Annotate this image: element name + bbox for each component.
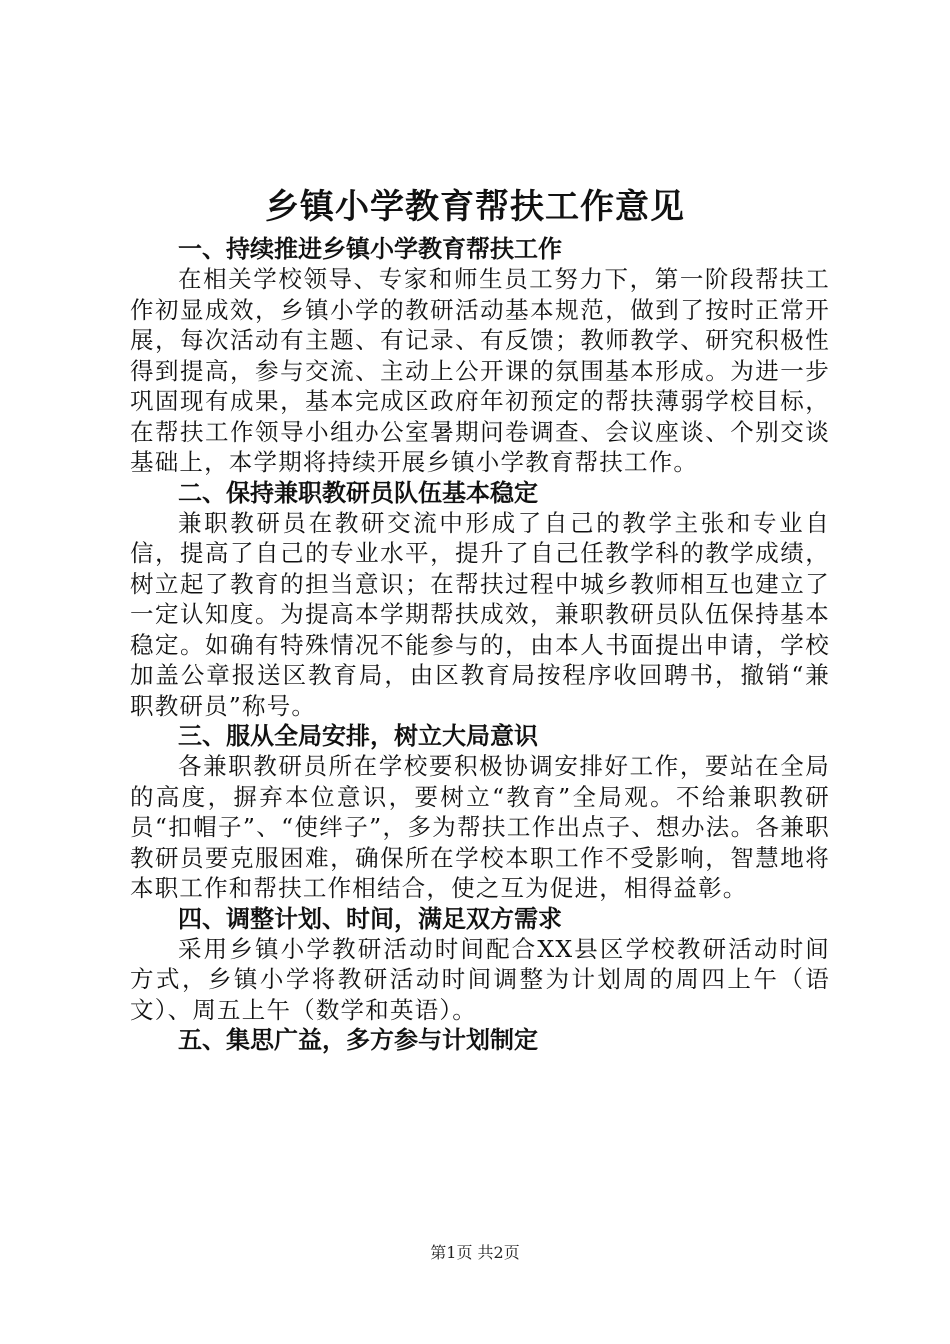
section-4 xyxy=(130,904,830,1026)
section-paragraph: 在相关学校领导、专家和师生员工努力下，第一阶段帮扶工作初显成效，乡镇小学的教研活动基本规范，做到了按时正常开展，每次活动有主题、有记录、有反馈；教师教学、研究积极性得到提高，参与交流、主动上公开课的氛围基本形成。为进一步巩固现有成果，基本完成区政府年初预定的帮扶薄弱学校目标，在帮扶工作领导小组办公室暑期问卷调查、会议座谈、个别交谈基础上，本学期将持续开展乡镇小学教育帮扶工作。 xyxy=(130,265,830,476)
section-paragraph: 兼职教研员在教研交流中形成了自己的教学主张和专业自信，提高了自己的专业水平，提升了自己任教学科的教学成绩，树立起了教育的担当意识；在帮扶过程中城乡教师相互也建立了一定认知度。为提高本学期帮扶成效，兼职教研员队伍保持基本稳定。如确有特殊情况不能参与的，由本人书面提出申请，学校加盖公章报送区教育局，由区教育局按程序收回聘书，撤销“兼职教研员”称号。 xyxy=(130,508,830,720)
section-heading: 二、保持兼职教研员队伍基本稳定 xyxy=(178,478,538,507)
section-1 xyxy=(130,234,830,478)
document-title: 乡镇小学教育帮扶工作意见 xyxy=(265,187,685,227)
section-3 xyxy=(130,721,830,904)
document-body xyxy=(130,234,830,1055)
section-heading: 三、服从全局安排，树立大局意识 xyxy=(178,722,538,750)
section-2 xyxy=(130,478,830,722)
section-heading: 四、调整计划、时间，满足双方需求 xyxy=(178,904,562,933)
section-heading: 五、集思广益，多方参与计划制定 xyxy=(178,1026,538,1054)
section-paragraph: 采用乡镇小学教研活动时间配合XX县区学校教研活动时间方式，乡镇小学将教研活动时间调整为计划周的周四上午（语文）、周五上午（数学和英语）。 xyxy=(130,934,830,1024)
page-footer: 第1页 共2页 xyxy=(430,1243,520,1262)
section-5 xyxy=(130,1025,830,1055)
section-paragraph: 各兼职教研员所在学校要积极协调安排好工作，要站在全局的高度，摒弃本位意识，要树立“教育”全局观。不给兼职教研员“扣帽子”、“使绊子”，多为帮扶工作出点子、想办法。各兼职教研员要克服困难，确保所在学校本职工作不受影响，智慧地将本职工作和帮扶工作相结合，使之互为促进，相得益彰。 xyxy=(130,752,830,902)
section-heading: 一、持续推进乡镇小学教育帮扶工作 xyxy=(178,235,562,263)
